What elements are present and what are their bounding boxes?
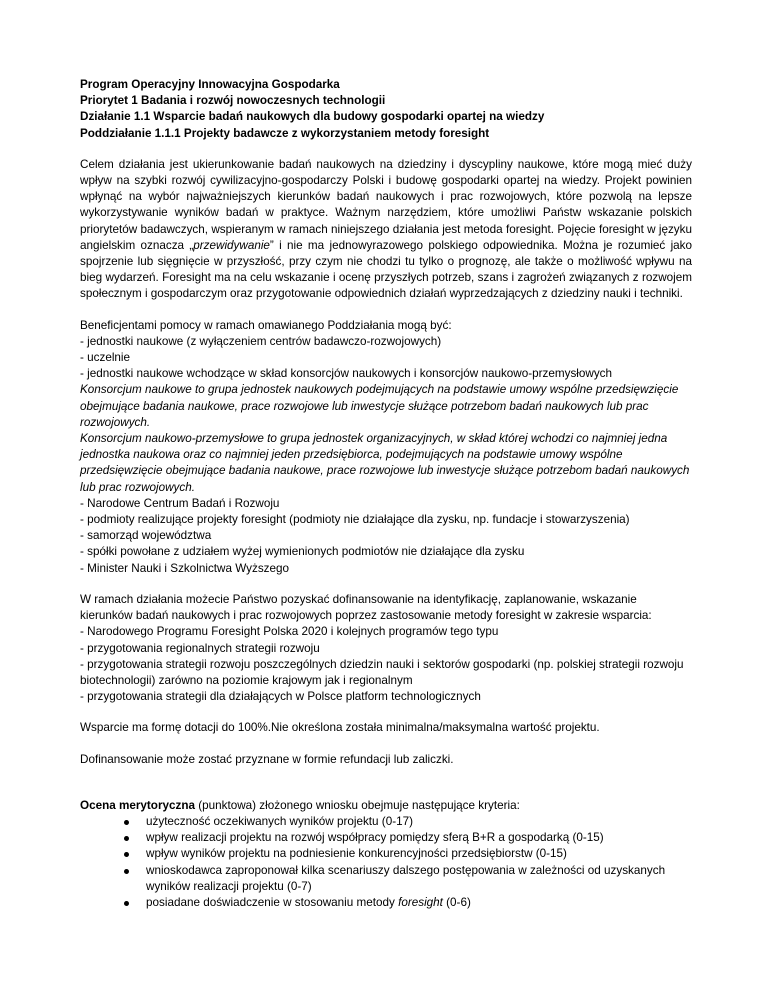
beneficiary-item: - Narodowe Centrum Badań i Rozwoju xyxy=(80,496,280,510)
action-title: Działanie 1.1 Wsparcie badań naukowych dla budowy gospodarki opartej na wiedzy xyxy=(80,110,545,124)
criteria-last-suffix: (0-6) xyxy=(442,895,471,909)
priority-title: Priorytet 1 Badania i rozwój nowoczesnych technologii xyxy=(80,94,386,108)
intro-italic-term: przewidywanie xyxy=(193,238,270,252)
program-title: Program Operacyjny Innowacyjna Gospodarka xyxy=(80,78,340,91)
intro-text-1: Celem działania jest ukierunkowanie badań naukowych na dziedziny i dyscypliny naukowe, które mogą mieć duży wpływ na szybki rozwój cywilizacyjno-gospodarczy Polski i budowę gospodarki opartej na wiedzy. Projekt powinien wpłynąć na wybór najważniejszych kierunków badań naukowych i prac rozwojowych, które pozwolą na lepsze wykorzystywanie wyników badań w praktyce. Ważnym narzędziem, które umożliwi Państw wskazanie polskich priorytetów badawczych, wspieranym w ramach niniejszego działania jest metoda foresight. Pojęcie foresight w języku angielskim oznacza „ xyxy=(80,157,692,252)
consortium-definition-scientific: Konsorcjum naukowe to grupa jednostek naukowych podejmujących na podstawie umowy wspólne przedsięwzięcie obejmujące badania naukowe, prace rozwojowe lub inwestycje służące potrzebom badań naukowych lub prac rozwojowych. xyxy=(80,383,679,429)
funding-item: - Narodowego Programu Foresight Polska 2020 i kolejnych programów tego typu xyxy=(80,625,499,639)
intro-paragraph xyxy=(80,157,692,303)
beneficiary-item: - podmioty realizujące projekty foresight (podmioty nie działające dla zysku, np. fundacje i stowarzyszenia) xyxy=(80,513,630,527)
evaluation-section xyxy=(80,798,692,911)
funding-lead: W ramach działania możecie Państwo pozyskać dofinansowanie na identyfikację, zaplanowanie, wskazanie kierunków badań naukowych i prac rozwojowych poprzez zastosowanie metody foresight w zakresie wsparcia: xyxy=(80,592,652,623)
funding-item: - przygotowania strategii rozwoju poszczególnych dziedzin nauki i sektorów gospodarki (np. polskiej strategii rozwoju biotechnologii) zarówno na poziomie krajowym jak i regionalnym xyxy=(80,657,684,687)
beneficiary-item: - samorząd województwa xyxy=(80,529,212,543)
beneficiary-item: - Minister Nauki i Szkolnictwa Wyższego xyxy=(80,561,290,575)
beneficiaries-lead: Beneficjentami pomocy w ramach omawianego Poddziałania mogą być: xyxy=(80,318,452,332)
document-content xyxy=(80,77,692,911)
evaluation-lead-rest: (punktowa) złożonego wniosku obejmuje następujące kryteria: xyxy=(194,798,520,812)
support-form-text: Wsparcie ma formę dotacji do 100%.Nie określona została minimalna/maksymalna wartość projektu. xyxy=(80,721,600,735)
criteria-item: wpływ realizacji projektu na rozwój współpracy pomiędzy sferą B+R a gospodarką (0-15) xyxy=(80,830,692,846)
evaluation-bold-term: Ocena merytoryczna xyxy=(80,798,195,812)
criteria-list xyxy=(80,814,692,911)
evaluation-lead xyxy=(80,798,692,814)
criteria-item: użyteczność oczekiwanych wyników projektu (0-17) xyxy=(80,814,692,830)
criteria-item: wnioskodawca zaproponował kilka scenariuszy dalszego postępowania w zależności od uzyskanych wyników realizacji projektu (0-7) xyxy=(80,863,692,895)
beneficiary-item: - jednostki naukowe wchodzące w skład konsorcjów naukowych i konsorcjów naukowo-przemysłowych xyxy=(80,367,613,381)
beneficiary-item: - uczelnie xyxy=(80,351,131,365)
funding-item: - przygotowania regionalnych strategii rozwoju xyxy=(80,641,320,655)
beneficiaries-section xyxy=(80,318,692,577)
criteria-last-prefix: posiadane doświadczenie w stosowaniu metody xyxy=(146,895,399,909)
beneficiary-item: - spółki powołane z udziałem wyżej wymienionych podmiotów nie działające dla zysku xyxy=(80,545,525,559)
refund-text: Dofinansowanie może zostać przyznane w formie refundacji lub zaliczki. xyxy=(80,752,454,766)
funding-item: - przygotowania strategii dla działających w Polsce platform technologicznych xyxy=(80,690,481,704)
criteria-last-italic: foresight xyxy=(398,895,443,909)
subaction-title: Poddziałanie 1.1.1 Projekty badawcze z wykorzystaniem metody foresight xyxy=(80,126,490,140)
criteria-item: wpływ wyników projektu na podniesienie konkurencyjności przedsiębiorstw (0-15) xyxy=(80,846,692,862)
criteria-item xyxy=(80,895,692,911)
document-headings xyxy=(80,77,692,142)
intro-text-2: ” i nie ma jednowyrazowego polskiego odpowiednika. Można je rozumieć jako spojrzenie lub sięgnięcie w przyszłość, przy czym nie chodzi tu tylko o prognozę, ale także o możliwość wpływu na bieg wydarzeń. Foresight ma na celu wskazanie i ocenę przyszłych potrzeb, szans i zagrożeń związanych z rozwojem społecznym i gospodarczym oraz przygotowanie odpowiednich działań wyprzedzających z dziedziny nauki i techniki. xyxy=(80,238,693,301)
beneficiary-item: - jednostki naukowe (z wyłączeniem centrów badawczo-rozwojowych) xyxy=(80,334,442,348)
consortium-definition-industrial: Konsorcjum naukowo-przemysłowe to grupa jednostek organizacyjnych, w skład której wchodzi co najmniej jedna jednostka naukowa oraz co najmniej jeden przedsiębiorca, podejmujących na podstawie umowy wspólne przedsięwzięcie obejmujące badania naukowe, prace rozwojowe lub inwestycje służące potrzebom badań naukowych lub prac rozwojowych. xyxy=(80,432,690,494)
funding-section xyxy=(80,592,692,705)
